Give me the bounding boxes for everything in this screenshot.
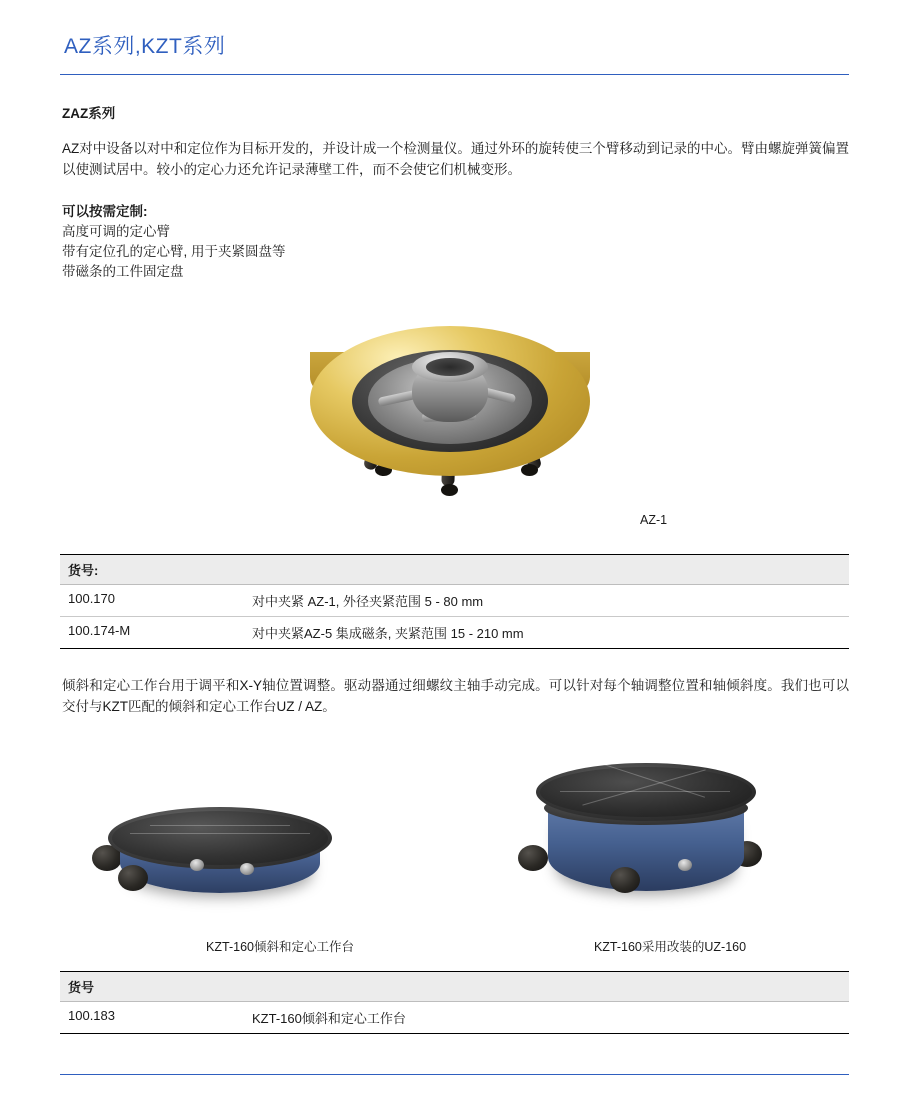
document-page (0, 30, 909, 1093)
device-leg-cap (441, 484, 458, 496)
list-item: 高度可调的定心臂 (62, 224, 170, 239)
table-row (60, 1002, 849, 1034)
figure-caption-az1: AZ-1 (640, 513, 668, 527)
page-title: AZ系列,KZT系列 (64, 35, 226, 58)
section-label-zaz: ZAZ系列 (62, 106, 116, 121)
table-header-cell: 货号 (60, 972, 849, 1002)
table-cell-desc: 对中夹紧 AZ-1, 外径夹紧范围 5 - 80 mm (244, 585, 849, 617)
list-item: 带磁条的工件固定盘 (62, 264, 184, 279)
table-cell-code: 100.183 (60, 1002, 244, 1034)
custom-options-label: 可以按需定制: (62, 204, 148, 219)
table-header-cell: 货号: (60, 555, 849, 585)
table-header-row (60, 555, 849, 585)
stage-top-surface (112, 811, 328, 865)
table-cell-desc: 对中夹紧AZ-5 集成磁条, 夹紧范围 15 - 210 mm (244, 617, 849, 649)
section-paragraph-az: AZ对中设备以对中和定位作为目标开发的，并设计成一个检测量仪。通过外环的旋转使三个臂移动到记录的中心。臂由螺旋弹簧偏置以使测试居中。较小的定心力还允许记录薄壁工件，而不会使它们机械变形。 (62, 141, 849, 177)
stage-groove (130, 833, 310, 834)
stage-screw (240, 863, 254, 875)
table-cell-desc: KZT-160倾斜和定心工作台 (244, 1002, 849, 1034)
stage-top-surface (540, 767, 752, 817)
order-table-2-block (60, 971, 849, 1034)
section-paragraph-kzt: 倾斜和定心工作台用于调平和X-Y轴位置调整。驱动器通过细螺纹主轴手动完成。可以针对每个轴调整位置和轴倾斜度。我们也可以交付与KZT匹配的倾斜和定心工作台UZ / AZ。 (62, 678, 849, 714)
table-cell-code: 100.170 (60, 585, 244, 617)
section-az (60, 102, 849, 282)
stage-screw (678, 859, 692, 871)
title-divider (60, 74, 849, 75)
figure-kzt (60, 735, 849, 965)
table-row (60, 585, 849, 617)
table-header-row (60, 972, 849, 1002)
order-table-1 (60, 554, 849, 649)
az1-product-image (290, 308, 610, 523)
figure-caption-kzt-left: KZT-160倾斜和定心工作台 (206, 940, 354, 954)
footer-divider (60, 1074, 849, 1075)
list-item: 带有定位孔的定心臂, 用于夹紧圆盘等 (62, 244, 286, 259)
table-row (60, 617, 849, 649)
custom-options-list (62, 222, 849, 282)
adjust-knob (610, 867, 640, 893)
kzt160-uz160-product-image (500, 747, 760, 922)
kzt160-product-image (90, 773, 350, 948)
stage-groove (560, 791, 730, 792)
adjust-knob (518, 845, 548, 871)
adjust-knob (118, 865, 148, 891)
device-leg-cap (521, 464, 538, 476)
stage-screw (190, 859, 204, 871)
order-table-1-block (60, 554, 849, 649)
table-cell-code: 100.174-M (60, 617, 244, 649)
figure-caption-kzt-right: KZT-160采用改装的UZ-160 (593, 940, 747, 954)
figure-az1 (60, 298, 849, 548)
page-header (60, 30, 849, 75)
stage-groove (150, 825, 290, 826)
order-table-2 (60, 971, 849, 1034)
device-hub-bore (426, 358, 474, 376)
